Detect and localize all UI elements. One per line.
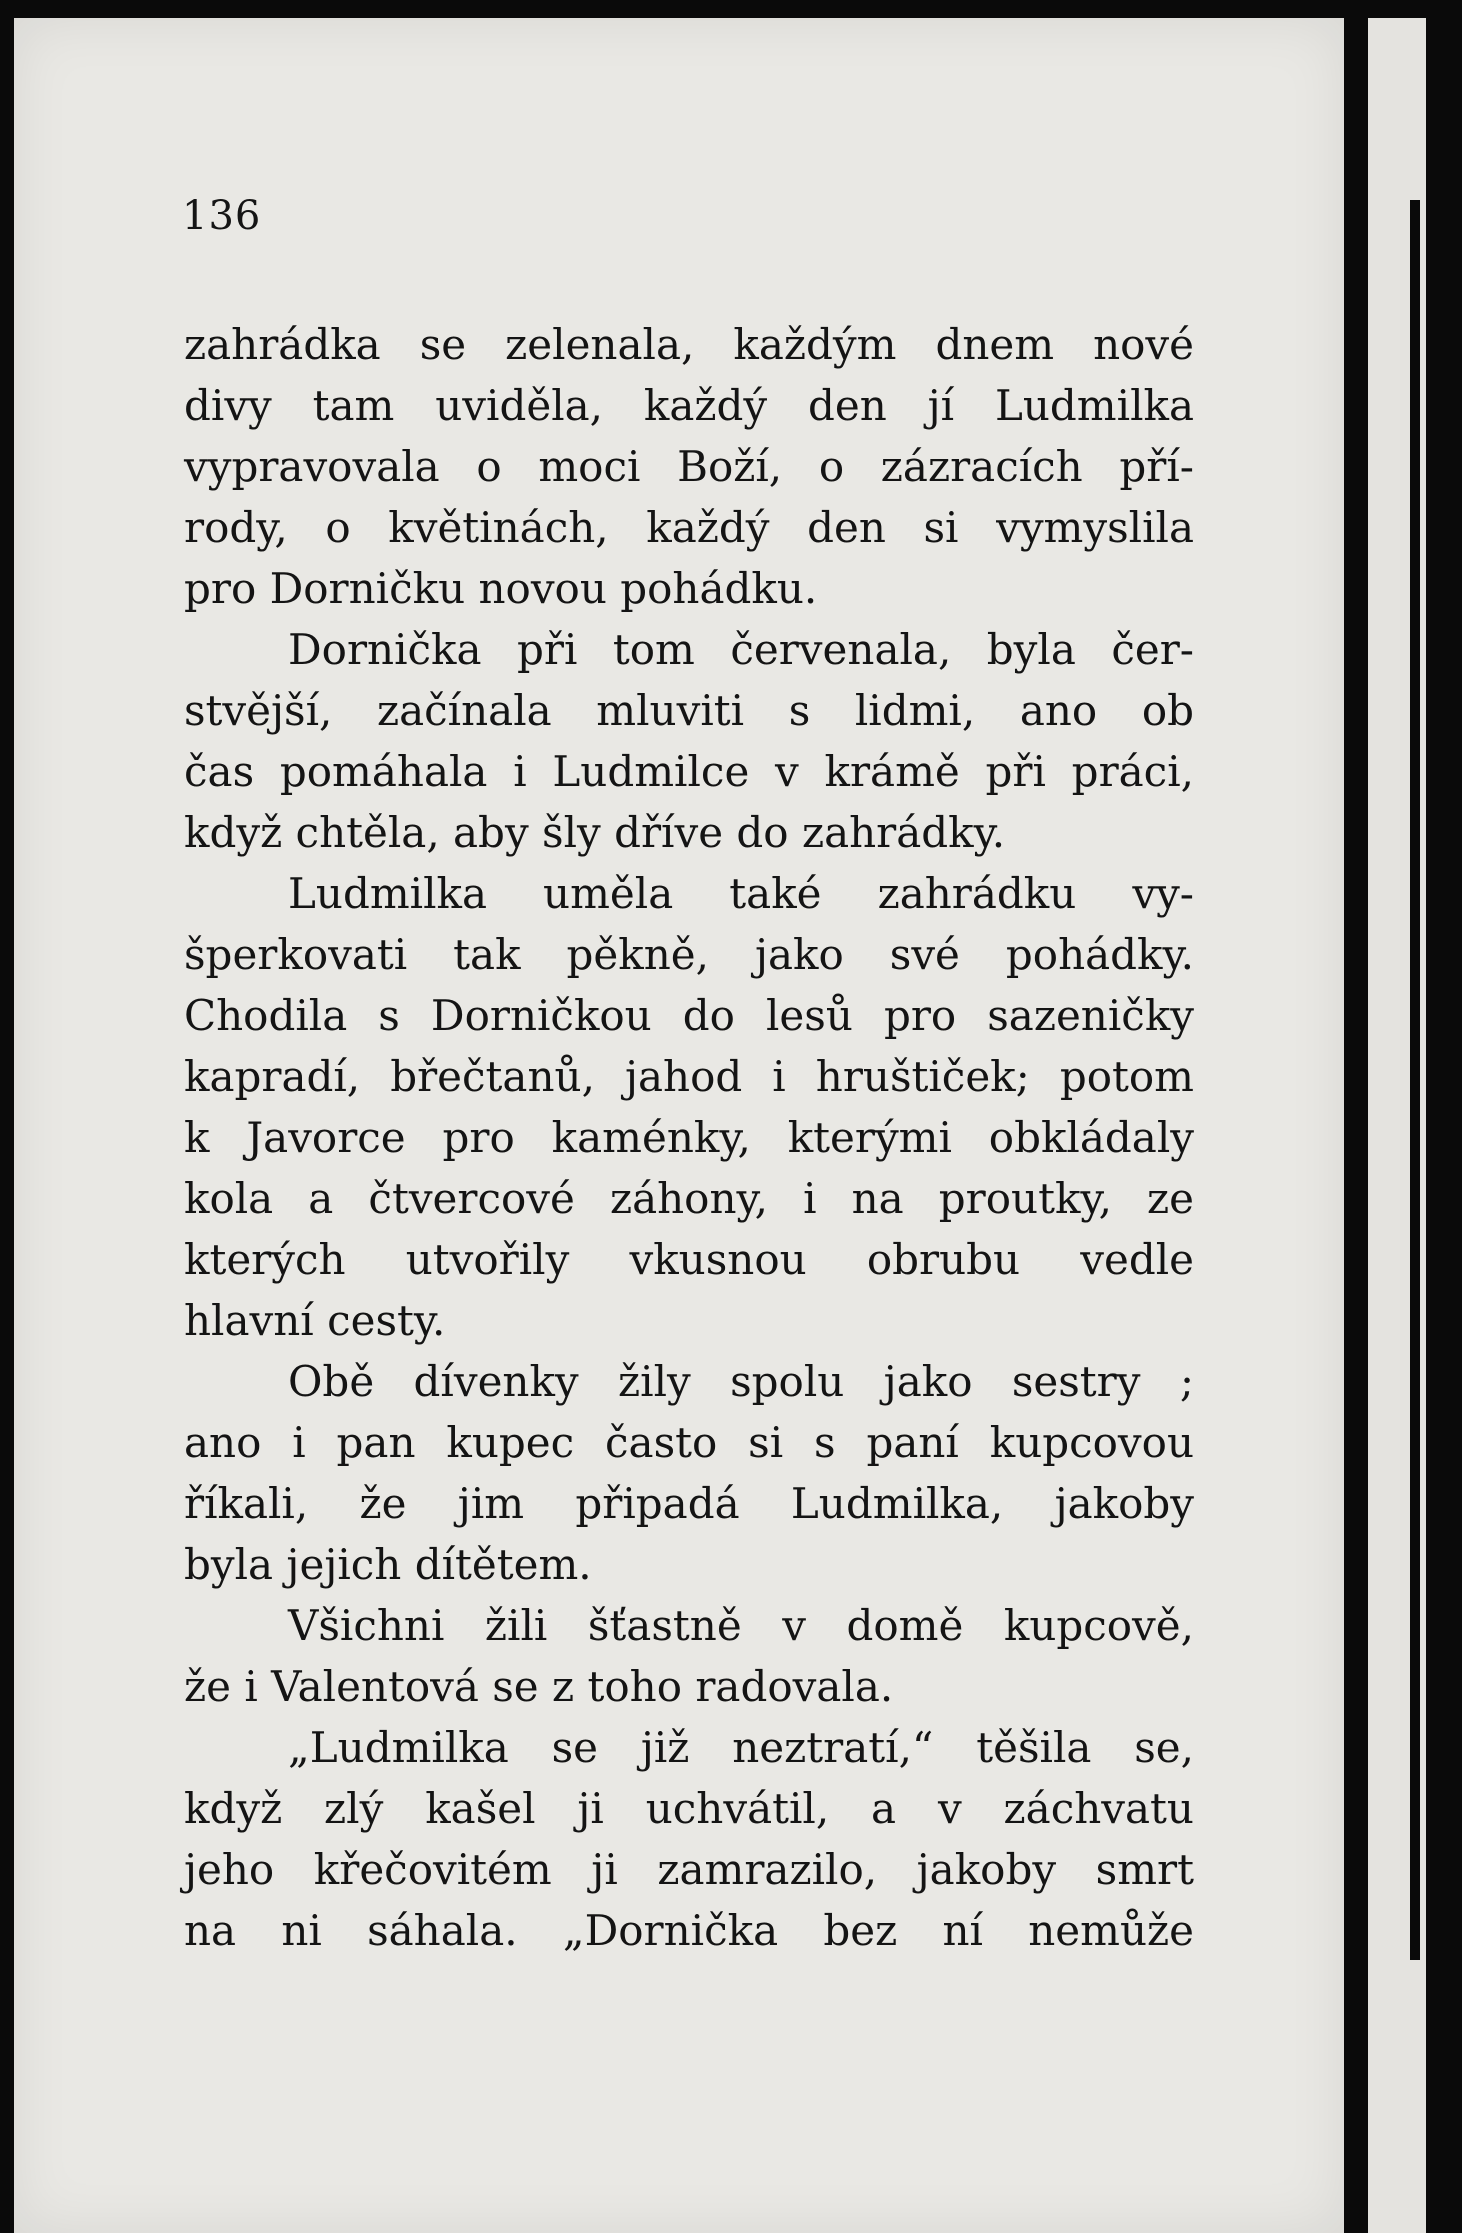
book-page — [14, 18, 1344, 2233]
text-line: Obě dívenky žily spolu jako sestry ; — [288, 1357, 1194, 1406]
text-line: rody, o květinách, každý den si vymyslila — [184, 503, 1194, 552]
text-line: šperkovati tak pěkně, jako své pohádky. — [184, 930, 1194, 979]
text-line: stvější, začínala mluviti s lidmi, ano ob — [184, 686, 1194, 735]
body-text — [184, 314, 1194, 1961]
text-line: Všichni žili šťastně v domě kupcově, — [288, 1601, 1194, 1650]
text-line: pro Dorničku novou pohádku. — [184, 564, 818, 613]
text-line: na ni sáhala. „Dornička bez ní nemůže — [184, 1906, 1194, 1955]
text-line: říkali, že jim připadá Ludmilka, jakoby — [184, 1479, 1194, 1528]
binding-shadow — [1410, 200, 1420, 1960]
text-line: když chtěla, aby šly dříve do zahrádky. — [184, 808, 1006, 857]
text-line: kterých utvořily vkusnou obrubu vedle — [184, 1235, 1194, 1284]
text-line: k Javorce pro kaménky, kterými obkládaly — [184, 1113, 1194, 1162]
text-line: když zlý kašel ji uchvátil, a v záchvatu — [184, 1784, 1194, 1833]
text-line: „Ludmilka se již neztratí,“ těšila se, — [288, 1723, 1194, 1772]
text-line: kapradí, břečtanů, jahod i hruštiček; potom — [184, 1052, 1194, 1101]
text-line: divy tam uviděla, každý den jí Ludmilka — [184, 381, 1194, 430]
text-line: ano i pan kupec často si s paní kupcovou — [184, 1418, 1194, 1467]
page-number: 136 — [182, 193, 262, 239]
text-line: hlavní cesty. — [184, 1296, 446, 1345]
text-line: Chodila s Dorničkou do lesů pro sazeničky — [184, 991, 1194, 1040]
text-line: že i Valentová se z toho radovala. — [184, 1662, 894, 1711]
text-line: Ludmilka uměla také zahrádku vy- — [288, 869, 1194, 918]
text-line: vypravovala o moci Boží, o zázracích pří- — [184, 442, 1194, 491]
text-line: byla jejich dítětem. — [184, 1540, 592, 1589]
text-line: čas pomáhala i Ludmilce v krámě při práci, — [184, 747, 1194, 796]
text-line: Dornička při tom červenala, byla čer- — [288, 625, 1194, 674]
text-line: kola a čtvercové záhony, i na proutky, ze — [184, 1174, 1194, 1223]
text-line: jeho křečovitém ji zamrazilo, jakoby smrt — [184, 1845, 1194, 1894]
text-line: zahrádka se zelenala, každým dnem nové — [184, 320, 1194, 369]
